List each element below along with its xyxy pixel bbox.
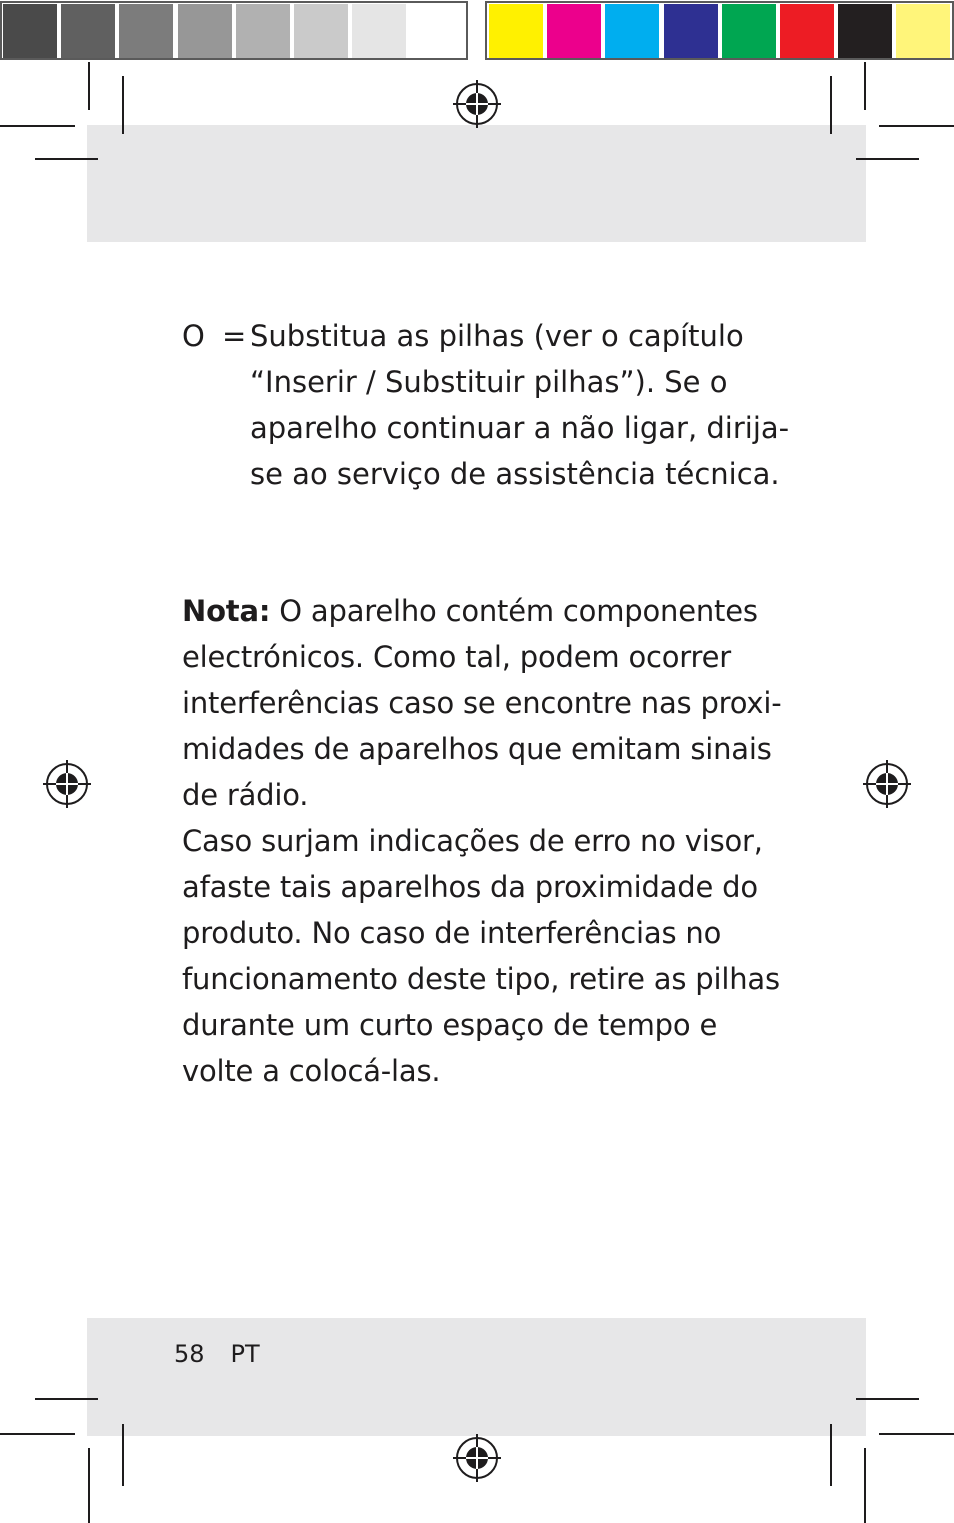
footer-band: [87, 1318, 866, 1436]
note-label: Nota:: [182, 594, 271, 628]
gray-swatch: [119, 4, 173, 58]
gray-swatch: [236, 4, 290, 58]
color-swatch: [722, 4, 776, 58]
note-paragraph-2: Caso surjam indicações de erro no visor, afaste tais aparelhos da proximidade do produto. No caso de interferências no funcionamento deste tipo, retire as pilhas durante um curto espaço de tempo e volte a colocá-las.: [182, 824, 780, 1088]
gray-swatch: [178, 4, 232, 58]
registration-mark-icon: [43, 760, 91, 808]
color-swatch: [547, 4, 601, 58]
color-swatch: [664, 4, 718, 58]
equals-sign: =: [222, 319, 247, 353]
color-swatch: [838, 4, 892, 58]
color-calibration-bar: [0, 0, 954, 62]
gray-swatch: [352, 4, 406, 58]
note-text-1: O aparelho contém componentes electrónicos. Como tal, podem ocorrer interferências caso se encontre nas proximidades de aparelhos que emitam sinais de rádio.: [182, 594, 782, 812]
page-number: 58: [174, 1340, 205, 1368]
note-block: [182, 588, 782, 1094]
indicator-description: Substitua as pilhas (ver o capítulo “Inserir / Substituir pilhas”). Se o aparelho continuar a não ligar, dirija-se ao serviço de assistência técnica.: [250, 319, 790, 491]
gray-swatch: [294, 4, 348, 58]
page-footer: [174, 1340, 286, 1368]
circle-symbol: O: [182, 319, 205, 353]
registration-mark-icon: [453, 1434, 501, 1482]
gray-swatch: [61, 4, 115, 58]
gray-swatch: [410, 4, 464, 58]
header-band: [87, 125, 866, 242]
language-code: PT: [230, 1340, 260, 1368]
gray-swatch: [3, 4, 57, 58]
note-paragraph-1: [182, 588, 782, 818]
color-swatch: [896, 4, 950, 58]
color-swatch: [489, 4, 543, 58]
color-swatch: [605, 4, 659, 58]
color-swatch: [780, 4, 834, 58]
registration-mark-icon: [863, 760, 911, 808]
registration-mark-icon: [453, 80, 501, 128]
